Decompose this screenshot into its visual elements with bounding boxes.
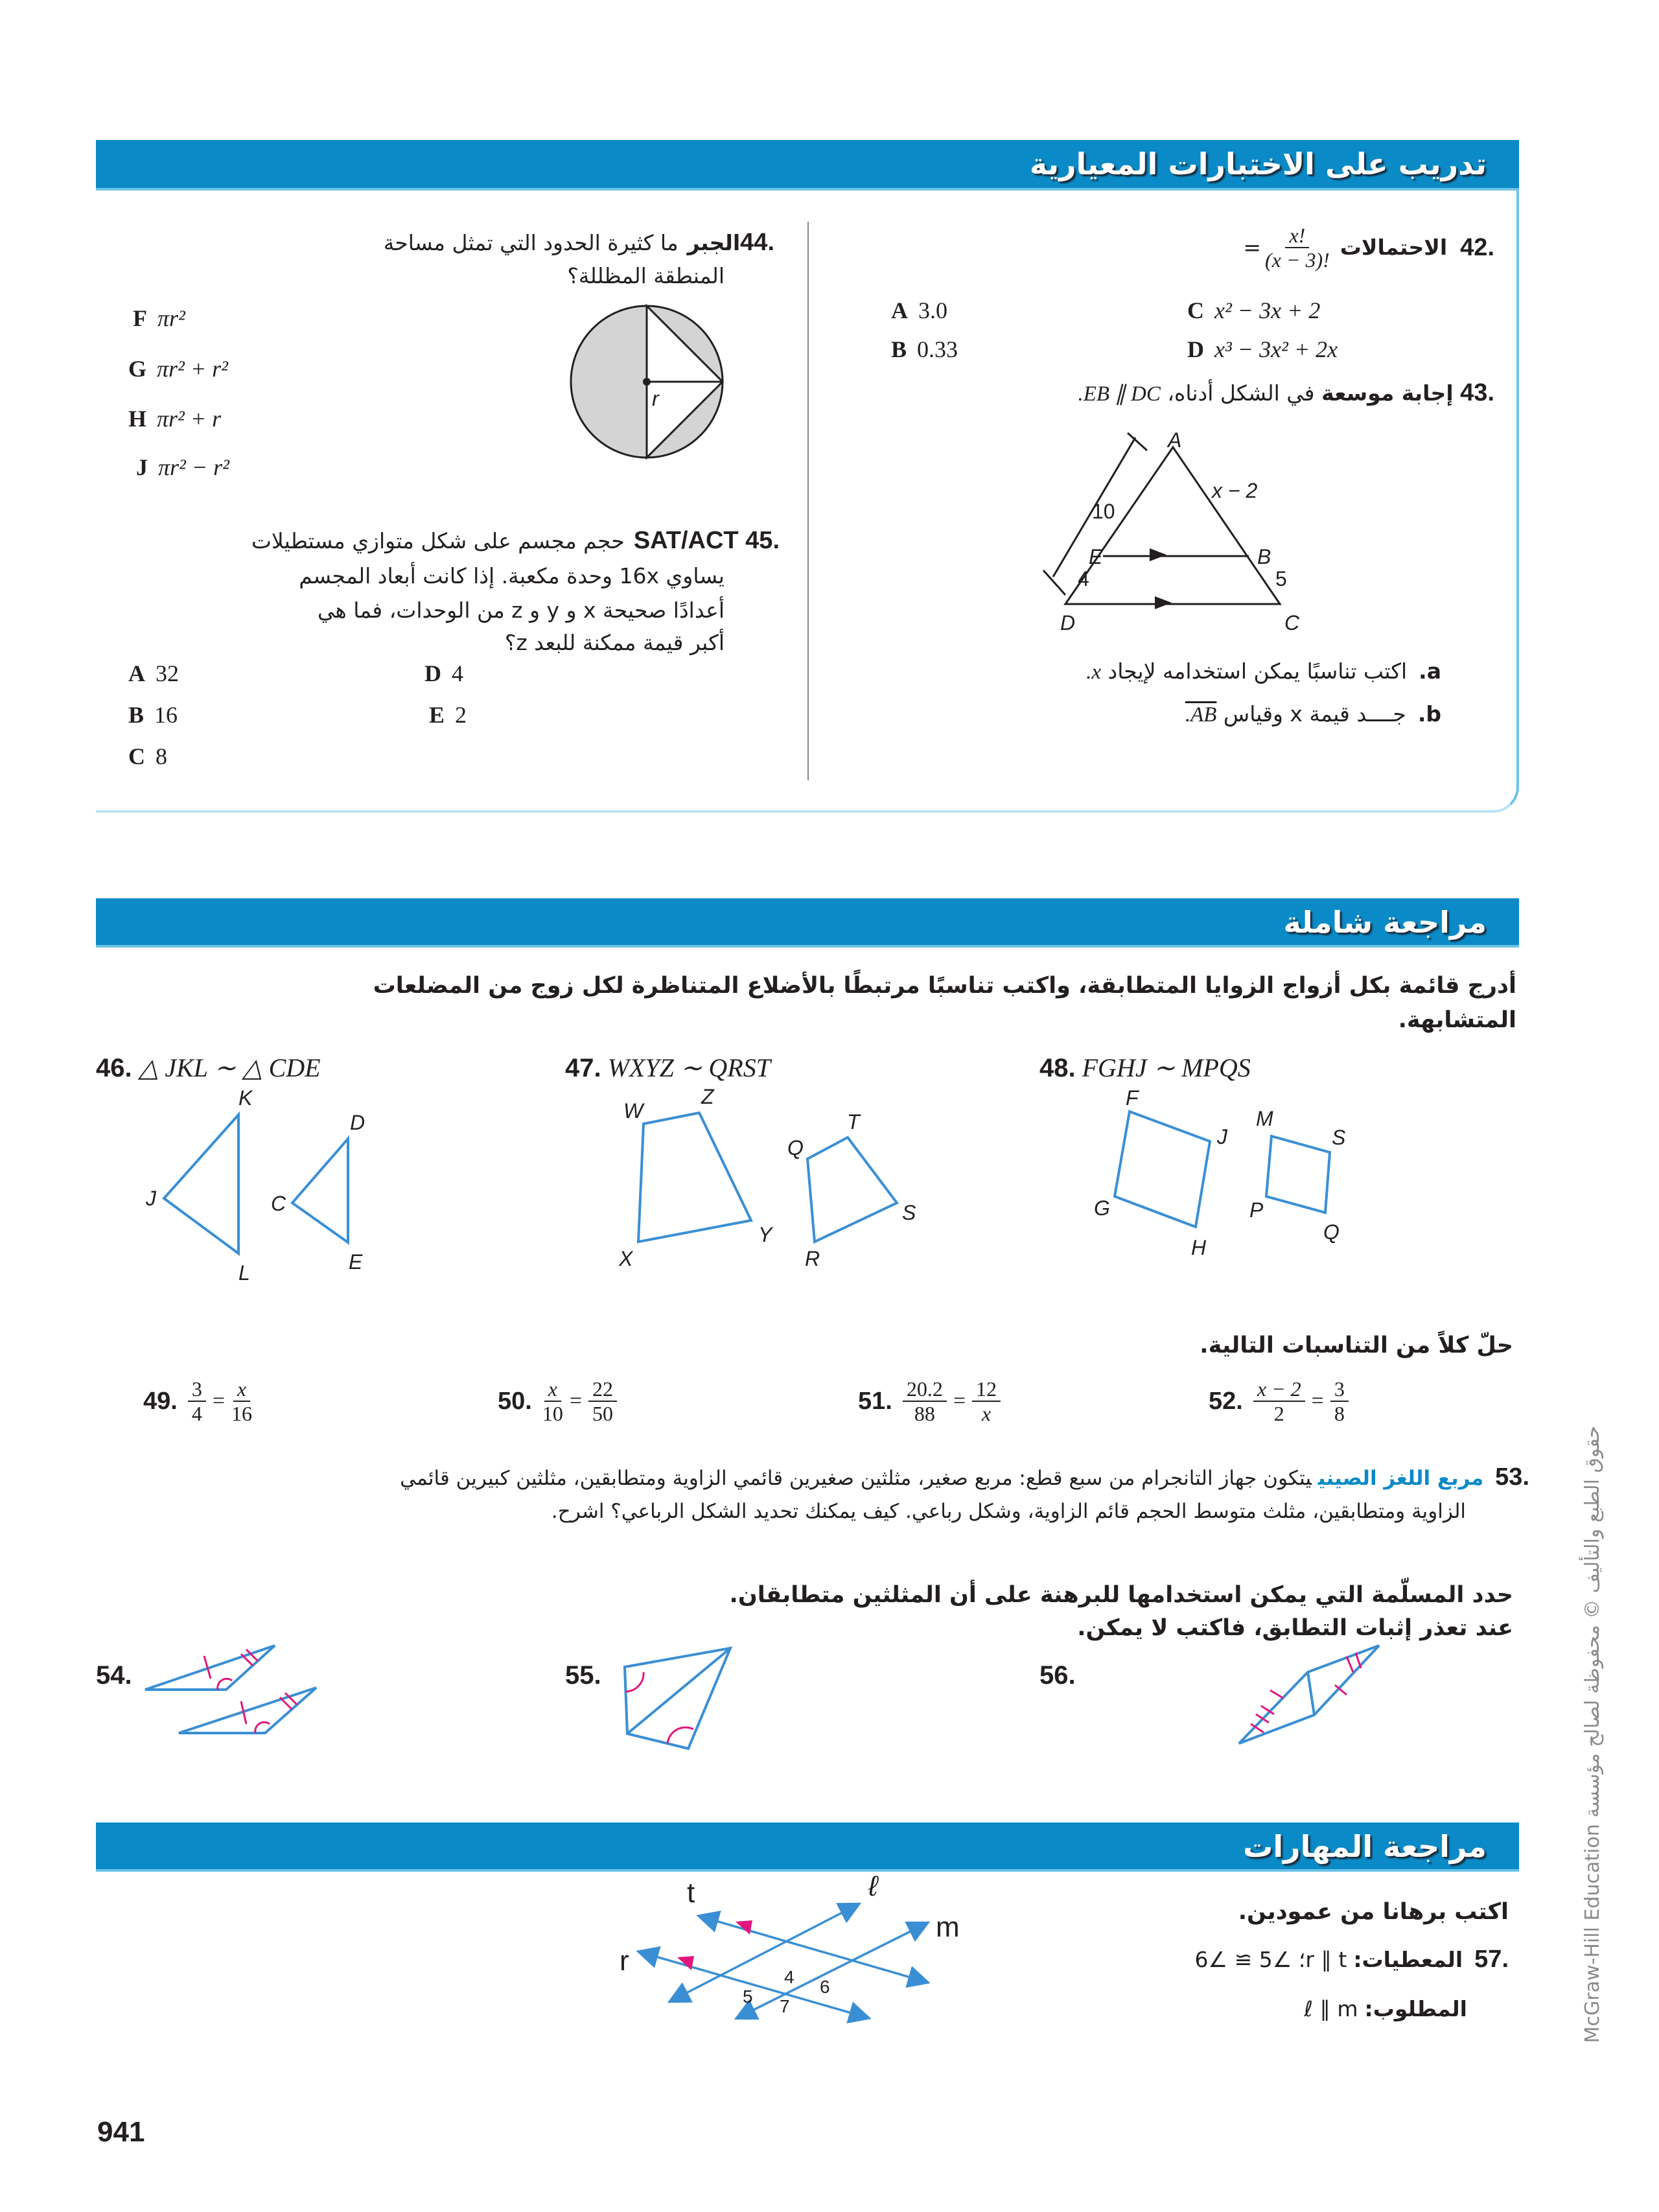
q52: 52. $\frac{x - 2}{2}$ = $\frac{3}{8}$	[1209, 1377, 1352, 1425]
frac-num: x!	[1285, 224, 1309, 248]
label-5: 5	[1275, 567, 1287, 590]
label-4: 4	[1078, 567, 1089, 590]
q44-choice-h: H πr² + r	[128, 406, 222, 432]
label: K	[238, 1086, 253, 1110]
svg-text:6: 6	[820, 1977, 830, 1997]
label-b: B	[1257, 545, 1271, 568]
q43-math: EB ∥ DC.	[1078, 382, 1161, 406]
label: E	[349, 1250, 363, 1274]
copyright-notice: حقوق الطبع والتأليف © محفوظة لصالح مؤسسة McGraw-Hill Education	[1581, 1426, 1604, 2043]
q43-text: في الشكل أدناه،	[1167, 380, 1315, 406]
q47-title: 47. WXYZ ∼ QRST	[565, 1053, 771, 1082]
svg-text:4: 4	[784, 1967, 795, 1987]
q57-prove: المطلوب:ℓ ∥ m	[1304, 1996, 1467, 2021]
postulate-instructions-line2: عند تعذر إثبات التطابق، فاكتب لا يمكن.	[1077, 1615, 1513, 1641]
label: Q	[787, 1136, 804, 1159]
label-x-minus-2: x − 2	[1212, 479, 1258, 502]
svg-text:ℓ: ℓ	[868, 1870, 878, 1902]
q45-line4: أكبر قيمة ممكنة للبعد z؟	[504, 630, 725, 655]
label: X	[619, 1247, 633, 1270]
label: G	[1094, 1196, 1110, 1220]
svg-text:r: r	[620, 1945, 629, 1977]
label-10: 10	[1092, 500, 1115, 523]
label: Y	[758, 1223, 772, 1246]
q42-choice-b: B 0.33	[891, 336, 958, 362]
q53-line2: الزاوية ومتطابقين، مثلث متوسط الحجم قائم الزاوية، وشكل رباعي. كيف يمكنك تحديد الشكل الرباعي؟ اشرح.	[551, 1500, 1466, 1523]
line-r	[640, 1952, 867, 2018]
q46-title: 46. △ JKL ∼ △ CDE	[96, 1053, 321, 1082]
q42-equals: =	[1243, 235, 1261, 260]
q48-title: 48. FGHJ ∼ MPQS	[1039, 1053, 1251, 1082]
label: M	[1256, 1107, 1273, 1130]
label: T	[847, 1110, 860, 1134]
svg-text:5: 5	[743, 1986, 753, 2007]
q56-number: 56.	[1039, 1661, 1076, 1690]
q45-choice-b: B 16	[128, 702, 178, 728]
section-title: مراجعة شاملة	[1283, 905, 1487, 940]
q42-choice-a: A 3.0	[891, 297, 947, 323]
section-title: مراجعة المهارات	[1243, 1829, 1487, 1864]
q45-line3: أعدادًا صحيحة x و y و z من الوحدات، فما هي	[317, 598, 725, 623]
q43-number: .43	[1460, 379, 1494, 406]
review-instructions-line2: المتشابهة.	[1398, 1007, 1516, 1033]
q45-line1: .45 SAT/ACTحجم مجسم على شكل متوازي مستطيلات	[251, 527, 780, 554]
q44-choice-g: G πr² + r²	[128, 356, 228, 382]
radius-label: r	[652, 387, 659, 410]
label: D	[350, 1111, 365, 1134]
postulate-instructions-line1: حدد المسلّمة التي يمكن استخدامها للبرهنة على أن المثلثين متطابقان.	[729, 1582, 1513, 1608]
label-e: E	[1089, 545, 1103, 568]
label: J	[1217, 1125, 1227, 1148]
q53-line1: .53مربع اللغز الصينييتكون جهاز التانجرام من سبع قطع: مربع صغير، مثلثين صغيرين قائمي الزاوية ومتطابقين، مثلثين كبيرين قائمي	[400, 1463, 1529, 1491]
label: S	[902, 1201, 916, 1224]
proportions-heading: حلّ كلاً من التناسبات التالية.	[1200, 1333, 1513, 1358]
label: Z	[701, 1085, 714, 1108]
svg-text:m: m	[936, 1911, 960, 1943]
label-c: C	[1284, 611, 1300, 634]
label: J	[146, 1187, 156, 1210]
q44-stem-line1: .44الجبرما كثيرة الحدود التي تمثل مساحة	[383, 229, 774, 256]
review-instructions-line1: أدرج قائمة بكل أزواج الزوايا المتطابقة، واكتب تناسبًا مرتبطًا بالأضلاع المتناظرة لكل زوج من المضلعات	[373, 973, 1516, 999]
q43-part-a: a.اكتب تناسبًا يمكن استخدامه لإيجاد x.	[1086, 658, 1441, 684]
label: H	[1191, 1236, 1207, 1259]
q44-stem-line2: المنطقة المظللة؟	[567, 263, 725, 288]
line-m	[738, 1924, 926, 2018]
label: Q	[1323, 1220, 1340, 1244]
label: R	[805, 1247, 820, 1270]
q57-given: .57المعطيات:r ∥ t؛ ∠5 ≅ ∠6	[1194, 1946, 1509, 1973]
q42-label: الاحتمالات	[1340, 235, 1448, 260]
q50: 50. $\frac{x}{10}$ = $\frac{22}{50}$	[498, 1377, 621, 1425]
svg-text:t: t	[687, 1877, 695, 1909]
page-number: 941	[97, 2116, 145, 2148]
q45-choice-a: A 32	[128, 660, 179, 686]
label: L	[238, 1261, 250, 1285]
skills-heading: اكتب برهانا من عمودين.	[1238, 1899, 1509, 1925]
q45-choice-c: C 8	[128, 743, 167, 769]
section-title: تدريب على الاختبارات المعيارية	[1029, 146, 1487, 181]
q42-choice-d: D x³ − 3x² + 2x	[1187, 336, 1338, 362]
label: W	[623, 1099, 644, 1123]
label: S	[1332, 1126, 1346, 1149]
q45-choice-e: E 2	[429, 702, 467, 728]
q49: 49. $\frac{3}{4}$ = $\frac{x}{16}$	[143, 1377, 253, 1425]
label-a: A	[1168, 428, 1182, 452]
q51: 51. $\frac{20.2}{88}$ = $\frac{12}{x}$	[858, 1377, 1004, 1425]
label: F	[1126, 1086, 1139, 1110]
q55-number: 55.	[565, 1661, 601, 1690]
label: C	[271, 1192, 286, 1215]
q44-choice-j: J πr² − r²	[136, 454, 229, 480]
q45-choice-d: D 4	[424, 660, 463, 686]
q44-choice-f: F πr²	[133, 305, 185, 331]
svg-text:7: 7	[780, 1996, 790, 2016]
frac-den: (x − 3)!	[1265, 248, 1330, 272]
q43-label: إجابة موسعة	[1321, 380, 1454, 406]
q43-part-b: b.جــــد قيمة x وقياس AB.	[1185, 701, 1441, 727]
label-d: D	[1060, 611, 1076, 634]
q42-number: .42	[1460, 234, 1494, 261]
q54-number: 54.	[96, 1661, 132, 1690]
label: P	[1249, 1198, 1264, 1222]
q45-line2: يساوي 16x وحدة مكعبة. إذا كانت أبعاد المجسم	[299, 563, 725, 588]
q42-choice-c: C x² − 3x + 2	[1187, 297, 1321, 323]
